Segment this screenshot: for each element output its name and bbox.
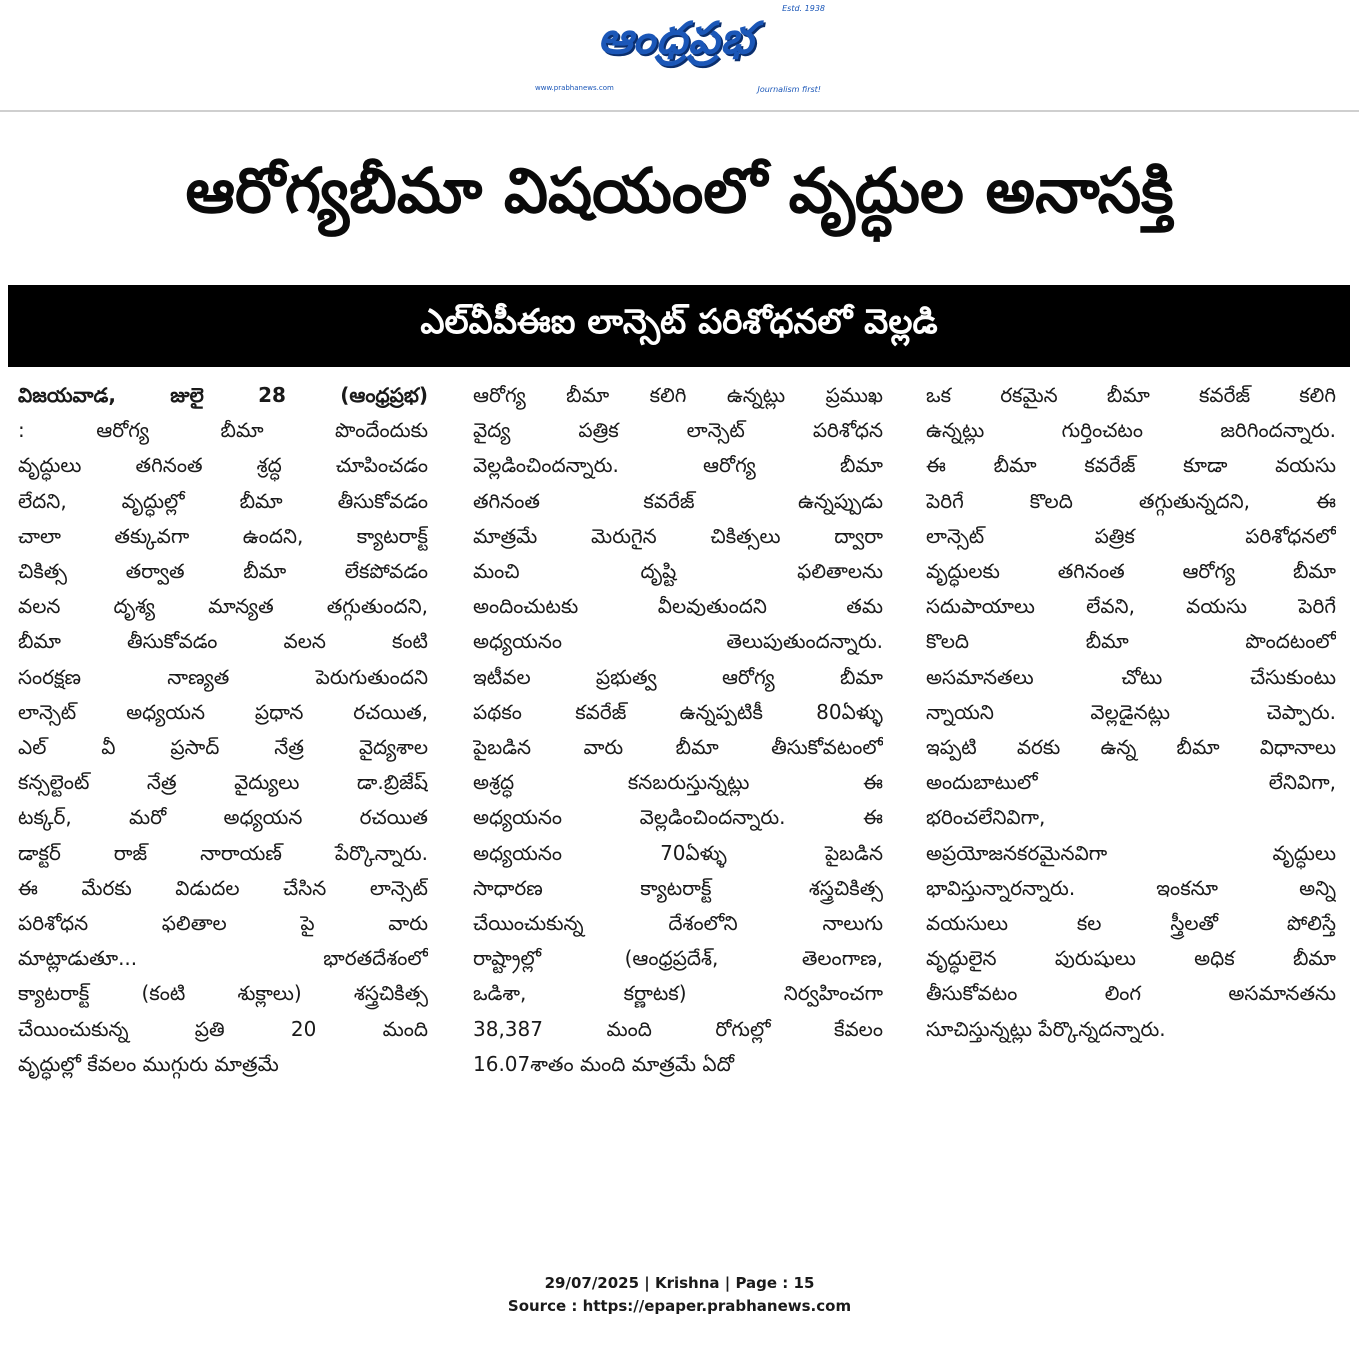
article-line: ఒడిశా, కర్ణాటక) నిర్వహించగా xyxy=(473,981,883,1006)
article-line: అధ్యయనం వెల్లడించిందన్నారు. ఈ xyxy=(473,805,883,830)
article-line: లేదని, వృద్ధుల్లో బీమా తీసుకోవడం xyxy=(18,488,428,513)
page-footer xyxy=(0,1272,1359,1318)
article-line: న్నాయని వెల్లడైనట్లు చెప్పారు. xyxy=(926,699,1336,724)
article-line: వృద్ధులు తగినంత శ్రద్ధ చూపించడం xyxy=(18,453,428,478)
article-column-1 xyxy=(18,378,428,1082)
article-line: చేయించుకున్న దేశంలోని నాలుగు xyxy=(473,911,883,936)
article-line: లాన్సెట్ పత్రిక పరిశోధనలో xyxy=(926,523,1336,548)
article-column-2 xyxy=(473,378,883,1082)
article-line: 16.07శాతం మంది మాత్రమే ఏదో xyxy=(473,1051,735,1076)
article-line: చేయించుకున్న ప్రతి 20 మంది xyxy=(18,1016,428,1041)
article-line: పెరిగే కొలది తగ్గుతున్నదని, ఈ xyxy=(926,488,1336,513)
article-line: పరిశోధన ఫలితాల పై వారు xyxy=(18,911,428,936)
article-line: బీమా తీసుకోవడం వలన కంటి xyxy=(18,629,428,654)
article-line: సదుపాయాలు లేవని, వయసు పెరిగే xyxy=(926,594,1336,619)
article-line: ఆరోగ్య బీమా కలిగి ఉన్నట్లు ప్రముఖ xyxy=(473,383,883,407)
article-line: సంరక్షణ నాణ్యత పెరుగుతుందని xyxy=(18,664,428,689)
article-line: భరించలేనివిగా, xyxy=(926,805,1046,830)
article-line: వృద్ధుల్లో కేవలం ముగ్గురు మాత్రమే xyxy=(18,1051,279,1076)
article-line: వయసులు కల స్త్రీలతో పోలిస్తే xyxy=(926,911,1336,936)
article-line: వెల్లడించిందన్నారు. ఆరోగ్య బీమా xyxy=(473,453,883,478)
article-line: సూచిస్తున్నట్లు పేర్కొన్నదన్నారు. xyxy=(926,1016,1166,1041)
article-dateline: విజయవాడ, జులై 28 (ఆంధ్రప్రభ) xyxy=(18,383,428,407)
article-line: డాక్టర్ రాజ్ నారాయణ్ పేర్కొన్నారు. xyxy=(18,840,428,865)
article-line: వలన దృశ్య మాన్యత తగ్గుతుందని, xyxy=(18,594,428,619)
article-subheadline: ఎల్‌వీపీఈఐ లాన్సెట్ పరిశోధనలో వెల్లడి xyxy=(420,302,938,342)
article-column-3 xyxy=(926,378,1336,1047)
article-line: చాలా తక్కువగా ఉందని, క్యాటరాక్ట్ xyxy=(18,523,428,548)
logo-estd: Estd. 1938 xyxy=(782,4,825,13)
article-line: 38,387 మంది రోగుల్లో కేవలం xyxy=(473,1016,883,1041)
article-line: వృద్ధులైన పురుషులు అధిక బీమా xyxy=(926,946,1336,971)
article-line: అప్రయోజనకరమైనవిగా వృద్ధులు xyxy=(926,840,1336,865)
article-line: పైబడిన వారు బీమా తీసుకోవటంలో xyxy=(473,735,883,760)
article-line: అందుబాటులో లేనివిగా, xyxy=(926,770,1336,795)
article-line: ఎల్ వీ ప్రసాద్ నేత్ర వైద్యశాల xyxy=(18,735,428,760)
article-line: టక్కర్, మరో అధ్యయన రచయిత xyxy=(18,805,428,830)
article-line: మంచి దృష్టి ఫలితాలను xyxy=(473,559,883,584)
newspaper-logo xyxy=(527,4,827,96)
article-line: క్యాటరాక్ట్ (కంటి శుక్లాలు) శస్త్రచికిత్స xyxy=(18,981,428,1006)
article-line: లాన్సెట్ అధ్యయన ప్రధాన రచయిత, xyxy=(18,699,428,724)
article-line: చికిత్స తర్వాత బీమా లేకపోవడం xyxy=(18,559,428,584)
article-line: అందించుటకు వీలవుతుందని తమ xyxy=(473,594,883,619)
masthead xyxy=(0,0,1359,112)
article-line: ఈ బీమా కవరేజ్ కూడా వయసు xyxy=(926,453,1336,478)
article-line: ఇప్పటి వరకు ఉన్న బీమా విధానాలు xyxy=(926,735,1336,760)
article-line: అశ్రద్ధ కనబరుస్తున్నట్లు ఈ xyxy=(473,770,883,795)
article-line: సాధారణ క్యాటరాక్ట్ శస్త్రచికిత్స xyxy=(473,875,883,900)
article-line: పథకం కవరేజ్ ఉన్నప్పటికీ 80ఏళ్ళు xyxy=(473,699,883,724)
article-line: ఉన్నట్లు గుర్తించటం జరిగిందన్నారు. xyxy=(926,418,1336,443)
article-line: ఇటీవల ప్రభుత్వ ఆరోగ్య బీమా xyxy=(473,664,883,689)
article-line: అసమానతలు చోటు చేసుకుంటు xyxy=(926,664,1336,689)
source-line: Source : https://epaper.prabhanews.com xyxy=(507,1297,852,1315)
article-line: వృద్ధులకు తగినంత ఆరోగ్య బీమా xyxy=(926,559,1336,584)
article-line: మాట్లాడుతూ... భారతదేశంలో xyxy=(18,946,428,971)
logo-wordmark: ఆంధ్రప్రభ xyxy=(597,13,755,64)
logo-url: www.prabhanews.com xyxy=(535,84,614,92)
article-line: వైద్య పత్రిక లాన్సెట్ పరిశోధన xyxy=(473,418,883,443)
edition-line: 29/07/2025 | Krishna | Page : 15 xyxy=(544,1274,815,1292)
article-line: అధ్యయనం తెలుపుతుందన్నారు. xyxy=(473,629,883,654)
logo-tagline: Journalism first! xyxy=(757,85,821,94)
article-line: కొలది బీమా పొందటంలో xyxy=(926,629,1336,654)
article-line: తగినంత కవరేజ్ ఉన్నప్పుడు xyxy=(473,488,883,513)
article-line: అధ్యయనం 70ఏళ్ళు పైబడిన xyxy=(473,840,883,865)
subheadline-bar xyxy=(8,285,1350,367)
article-line: భావిస్తున్నారన్నారు. ఇంకనూ అన్ని xyxy=(926,875,1336,900)
article-line: మాత్రమే మెరుగైన చికిత్సలు ద్వారా xyxy=(473,523,883,548)
article-line: తీసుకోవటం లింగ అసమానతను xyxy=(926,981,1336,1006)
article-line: ఒక రకమైన బీమా కవరేజ్ కలిగి xyxy=(926,383,1336,407)
article-line: కన్సల్టెంట్ నేత్ర వైద్యులు డా.బ్రిజేష్ xyxy=(18,770,428,795)
article-headline: ఆరోగ్యబీమా విషయంలో వృద్ధుల అనాసక్తి xyxy=(185,154,1174,227)
article-line: : ఆరోగ్య బీమా పొందేందుకు xyxy=(18,418,428,443)
article-line: రాష్ట్రాల్లో (ఆంధ్రప్రదేశ్, తెలంగాణ, xyxy=(473,946,883,971)
article-line: ఈ మేరకు విడుదల చేసిన లాన్సెట్ xyxy=(18,875,428,900)
